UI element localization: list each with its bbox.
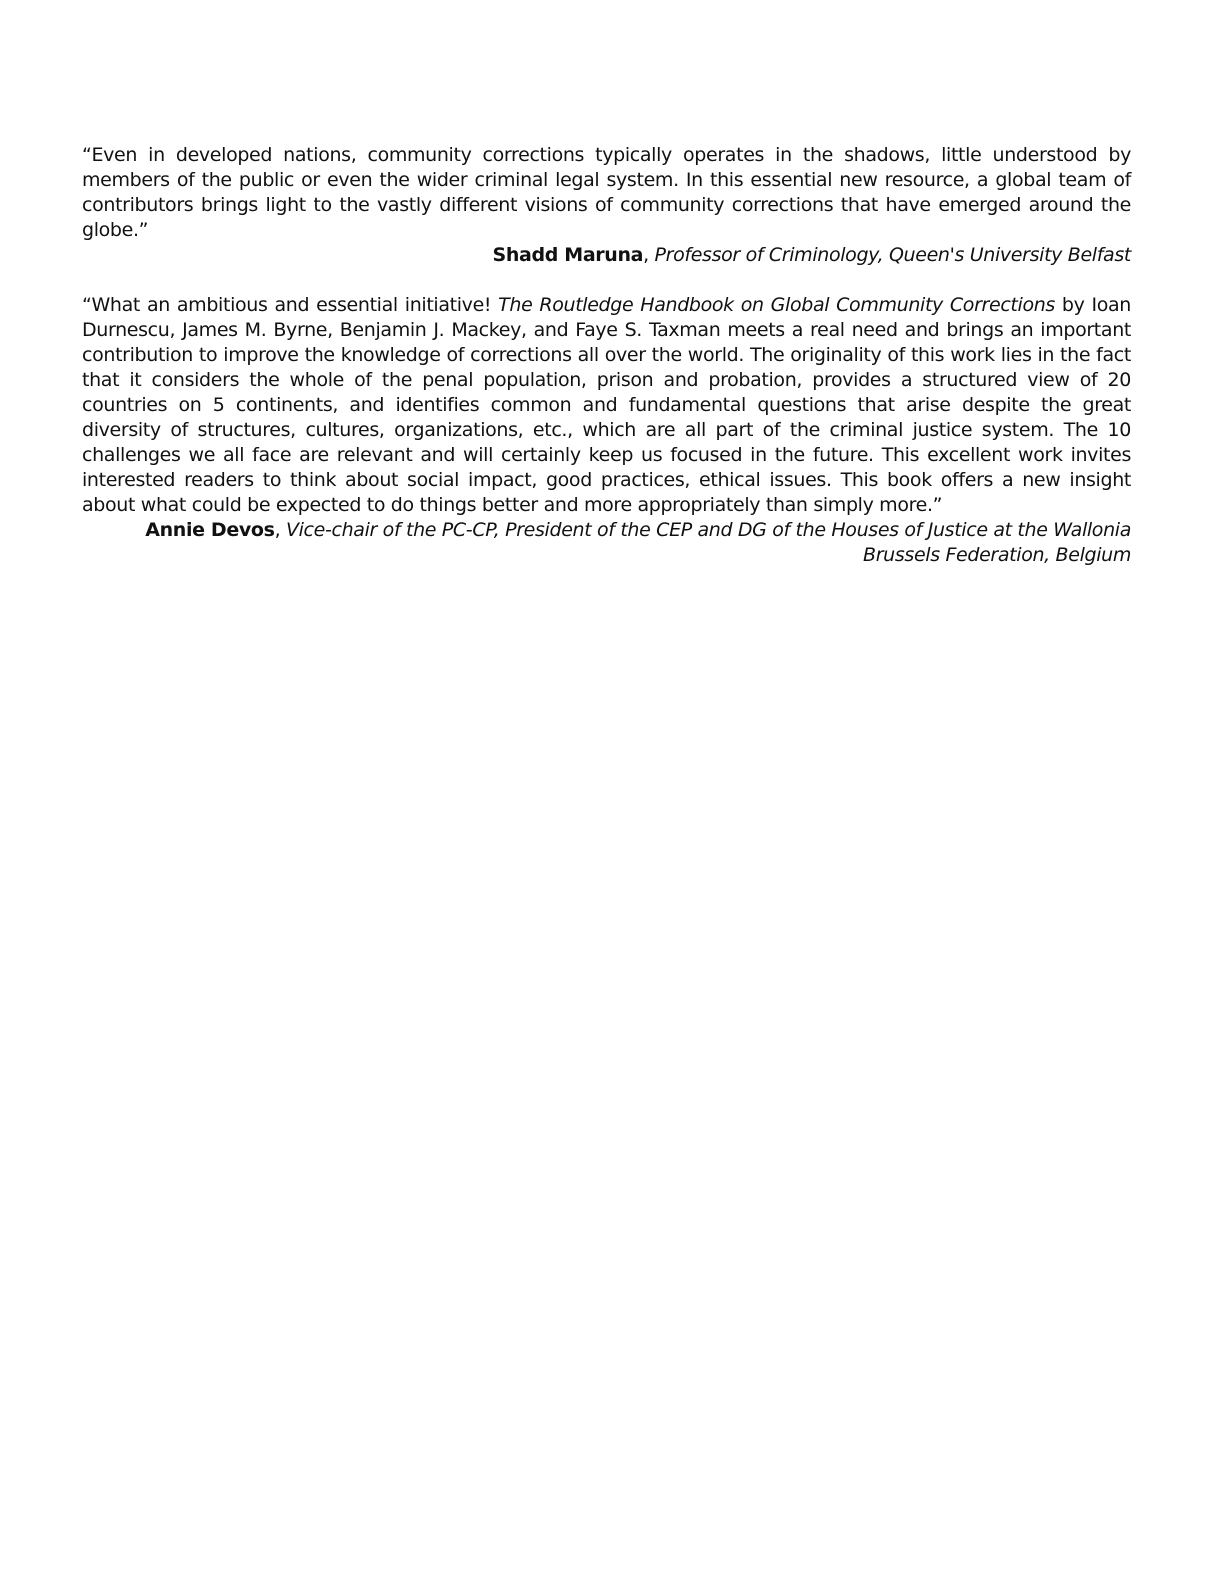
endorsement-quote-maruna: “Even in developed nations, community corrections typically operates in the shadows, little understood by members of the public or even the wider criminal legal system. In this essential new resource, a global team of contributors brings light to the vastly different visions of community corrections that have emerged around the globe.” [82, 144, 1131, 241]
endorsements-section [82, 143, 1131, 568]
endorsement-quote-devos [82, 293, 1131, 518]
endorsement-attribution-devos [82, 518, 1131, 568]
attribution-separator: , [274, 519, 286, 541]
endorser-name: Shadd Maruna [492, 244, 644, 266]
endorser-name: Annie Devos [145, 519, 275, 541]
quote-text-before-title: “What an ambitious and essential initiative! [82, 294, 499, 316]
paragraph-spacer [82, 268, 1131, 293]
endorser-affiliation: Professor of Criminology, Queen's University Belfast [654, 244, 1131, 266]
endorsement-attribution-maruna [82, 243, 1131, 268]
endorser-affiliation: Vice-chair of the PC-CP, President of the CEP and DG of the Houses of Justice at the Wallonia Brussels Federation, Belgium [285, 519, 1131, 566]
quote-text-after-title: by Ioan Durnescu, James M. Byrne, Benjamin J. Mackey, and Faye S. Taxman meets a real need and brings an important contribution to improve the knowledge of corrections all over the world. The originality of this work lies in the fact that it considers the whole of the penal population, prison and probation, provides a structured view of 20 countries on 5 continents, and identifies common and fundamental questions that arise despite the great diversity of structures, cultures, organizations, etc., which are all part of the criminal justice system. The 10 challenges we all face are relevant and will certainly keep us focused in the future. This excellent work invites interested readers to think about social impact, good practices, ethical issues. This book offers a new insight about what could be expected to do things better and more appropriately than simply more.” [82, 294, 1131, 516]
book-title: The Routledge Handbook on Global Community Corrections [498, 294, 1055, 316]
attribution-separator: , [643, 244, 655, 266]
